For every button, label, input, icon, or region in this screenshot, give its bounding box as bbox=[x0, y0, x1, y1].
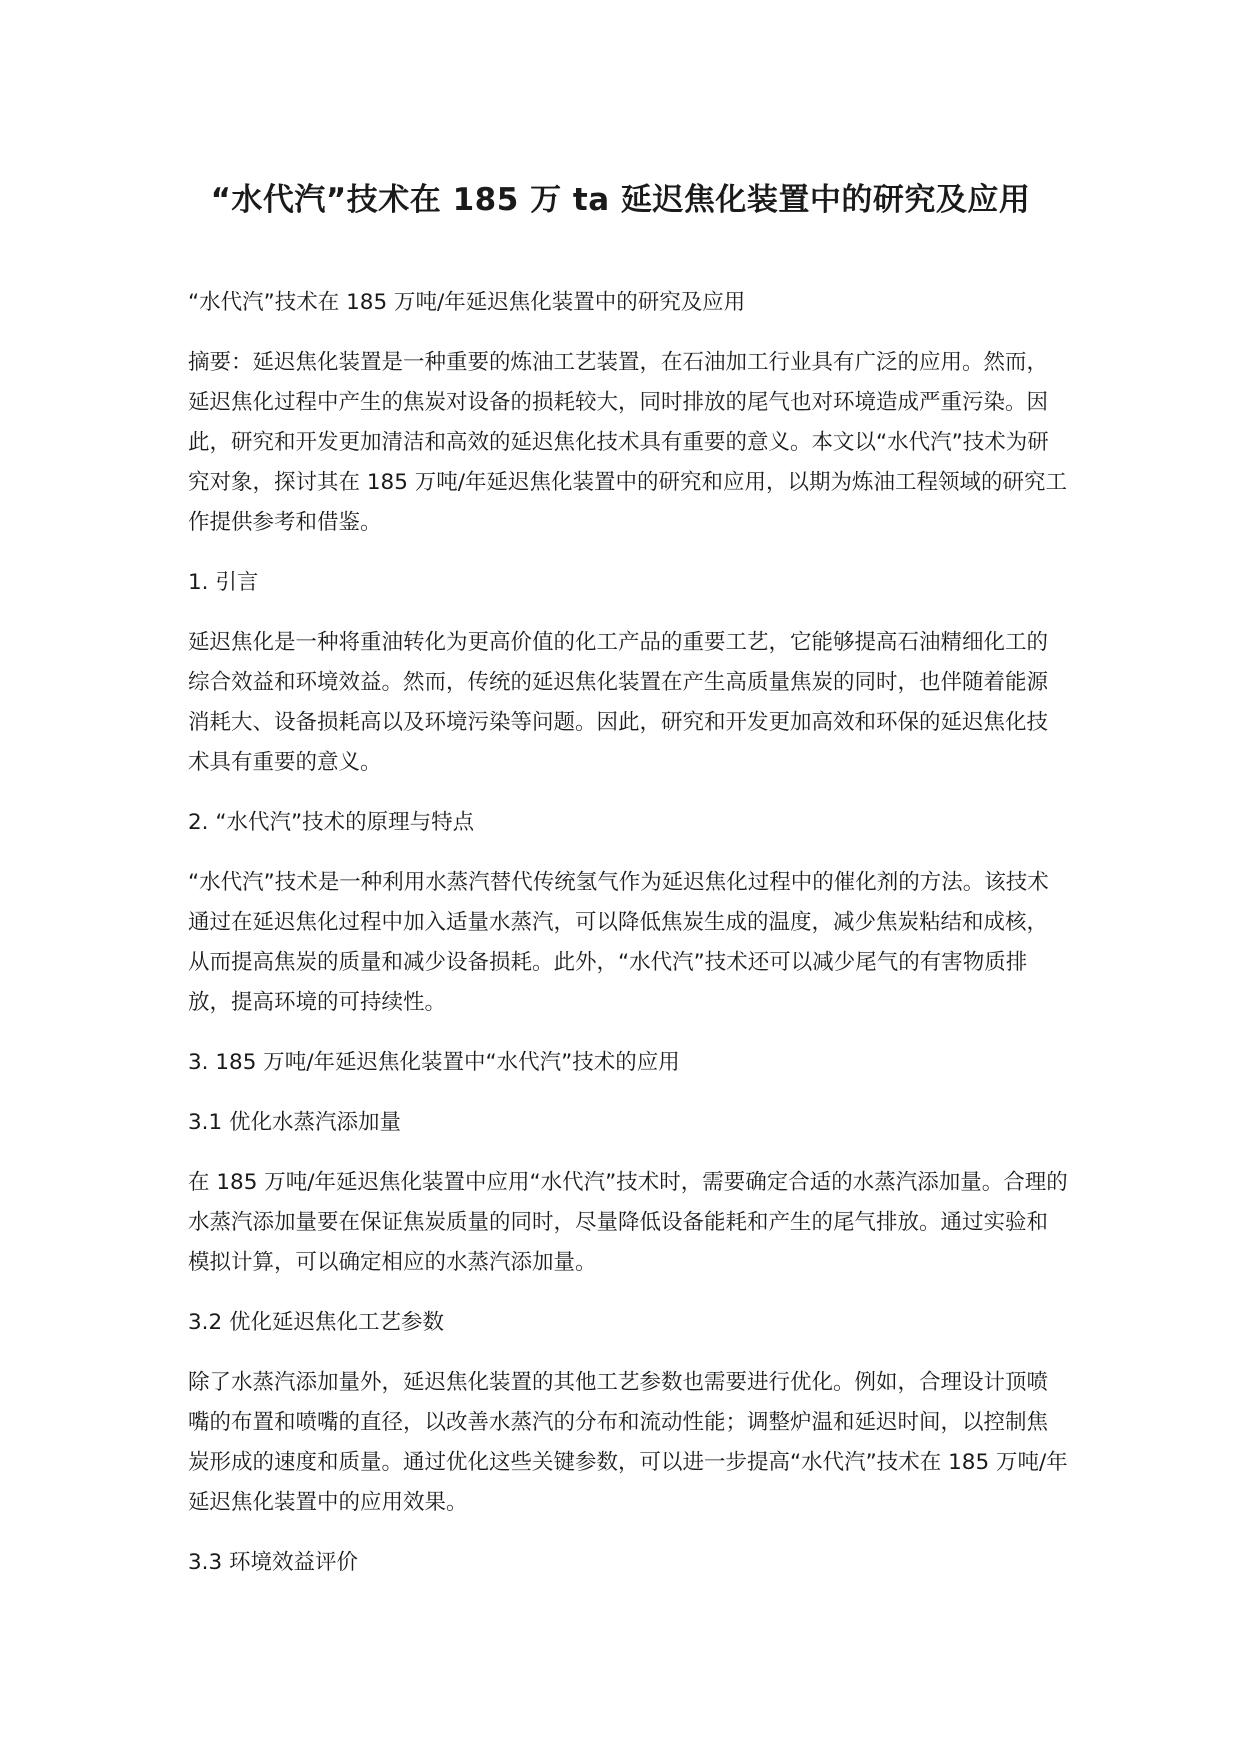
section-body-principle: “水代汽”技术是一种利用水蒸汽替代传统氢气作为延迟焦化过程中的催化剂的方法。该技术通过在延迟焦化过程中加入适量水蒸汽，可以降低焦炭生成的温度，减少焦炭粘结和成核，从而提高焦炭的质量和减少设备损耗。此外，“水代汽”技术还可以减少尾气的有害物质排放，提高环境的可持续性。 bbox=[188, 870, 1049, 1015]
document-body bbox=[188, 283, 1068, 1603]
document-subtitle: “水代汽”技术在 185 万吨/年延迟焦化装置中的研究及应用 bbox=[188, 290, 746, 315]
abstract-paragraph: 摘要：延迟焦化装置是一种重要的炼油工艺装置，在石油加工行业具有广泛的应用。然而，延迟焦化过程中产生的焦炭对设备的损耗较大，同时排放的尾气也对环境造成严重污染。因此，研究和开发更加清洁和高效的延迟焦化技术具有重要的意义。本文以“水代汽”技术为研究对象，探讨其在 185 万吨/年延迟焦化装置中的研究和应用，以期为炼油工程领域的研究工作提供参考和借鉴。 bbox=[188, 350, 1067, 535]
section-heading-steam-amount: 3.1 优化水蒸汽添加量 bbox=[188, 1110, 402, 1135]
section-heading-process-parameters: 3.2 优化延迟焦化工艺参数 bbox=[188, 1310, 445, 1335]
section-heading-application: 3. 185 万吨/年延迟焦化装置中“水代汽”技术的应用 bbox=[188, 1050, 680, 1075]
section-heading-environmental-evaluation: 3.3 环境效益评价 bbox=[188, 1550, 359, 1575]
section-heading-introduction: 1. 引言 bbox=[188, 570, 259, 595]
section-heading-principle: 2. “水代汽”技术的原理与特点 bbox=[188, 810, 475, 835]
document-title: “水代汽”技术在 185 万 ta 延迟焦化装置中的研究及应用 bbox=[210, 182, 1031, 218]
section-body-introduction: 延迟焦化是一种将重油转化为更高价值的化工产品的重要工艺，它能够提高石油精细化工的综合效益和环境效益。然而，传统的延迟焦化装置在产生高质量焦炭的同时，也伴随着能源消耗大、设备损耗高以及环境污染等问题。因此，研究和开发更加高效和环保的延迟焦化技术具有重要的意义。 bbox=[188, 630, 1049, 775]
section-body-steam-amount: 在 185 万吨/年延迟焦化装置中应用“水代汽”技术时，需要确定合适的水蒸汽添加量。合理的水蒸汽添加量要在保证焦炭质量的同时，尽量降低设备能耗和产生的尾气排放。通过实验和模拟计算，可以确定相应的水蒸汽添加量。 bbox=[188, 1170, 1068, 1275]
section-body-process-parameters: 除了水蒸汽添加量外，延迟焦化装置的其他工艺参数也需要进行优化。例如，合理设计顶喷嘴的布置和喷嘴的直径，以改善水蒸汽的分布和流动性能；调整炉温和延迟时间，以控制焦炭形成的速度和质量。通过优化这些关键参数，可以进一步提高“水代汽”技术在 185 万吨/年延迟焦化装置中的应用效果。 bbox=[188, 1370, 1068, 1515]
